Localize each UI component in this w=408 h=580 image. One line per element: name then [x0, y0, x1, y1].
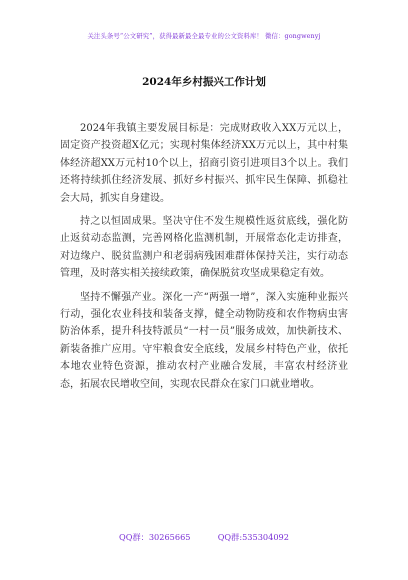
paragraph-consolidate-results: 持之以恒固成果。坚决守住不发生规模性返贫底线，强化防止返贫动态监测，完善网格化监测机制，开展常态化走访排查，对边缘户、脱贫监测户和老弱病残困难群体保持关注，实行动态管理，及时落实相关接续政策，确保脱贫攻坚成果稳定有效。 [60, 216, 348, 280]
header-note: 关注头条号“公文研究”，获得最新最全最专业的公文资料库！ 微信：gongwenyj [87, 32, 321, 40]
paragraph-goals: 2024年我镇主要发展目标是：完成财政收入XX万元以上，固定资产投资超X亿元；实现村集体经济XX万元以上，其中村集体经济超XX万元村10个以上，招商引资引进项目3个以上。我们还将持续抓住经济发展、抓好乡村振兴、抓牢民生保障、抓稳社会大局，抓实自身建设。 [60, 123, 348, 204]
paragraph-strengthen-industry: 坚持不懈强产业。深化一产“两强一增”，深入实施种业振兴行动，强化农业科技和装备支撑，健全动物防疫和农作物病虫害防治体系，提升科技特派员“一村一员”服务成效，加快新技术、新装备推广应用。守牢粮食安全底线，发展乡村特色产业，依托本地农业特色资源，推动农村产业融合发展，丰富农村经济业态，拓展农民增收空间，实现农民群众在家门口就业增收。 [60, 291, 348, 390]
footer [0, 532, 408, 543]
document-body [60, 120, 348, 399]
footer-qq-group-2: QQ群:535304092 [217, 532, 289, 542]
document-title: 2024年乡村振兴工作计划 [142, 76, 266, 88]
footer-qq-group-1: QQ群：30265665 [119, 532, 191, 542]
